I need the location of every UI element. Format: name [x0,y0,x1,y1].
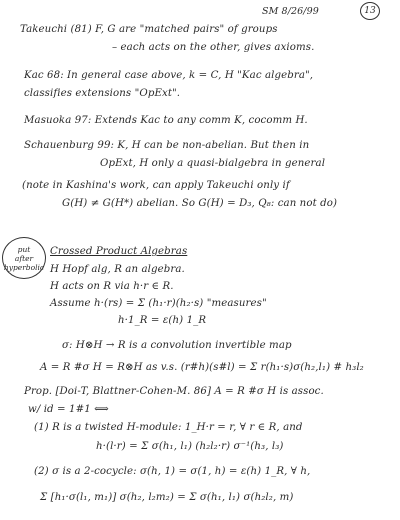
note-line-hopf: H Hopf alg, R an algebra. [50,264,185,275]
note-line-cocycle-formula: Σ [h₁·σ(l₁, m₁)] σ(h₂, l₂m₂) = Σ σ(h₁, l₁) σ(h₂l₂, m) [40,492,294,503]
note-line-twisted-formula: h·(l·r) = Σ σ(h₁, l₁) (h₂l₂·r) σ⁻¹(h₃, l₃) [96,441,284,452]
note-line-kashina: (note in Kashina's work, can apply Takeuchi only if [22,180,290,191]
note-line-assume: Assume h·(rs) = Σ (h₁·r)(h₂·s) "measures" [50,298,267,309]
note-line-twisted-module: (1) R is a twisted H-module: 1_H·r = r, ∀ r ∈ R, and [34,422,303,433]
margin-note-bubble [2,237,46,279]
note-line-kac: Kac 68: In general case above, k = C, H "Kac algebra", [24,70,314,81]
note-line-takeuchi-cont: – each acts on the other, gives axioms. [112,42,315,53]
note-line-takeuchi: Takeuchi (81) F, G are "matched pairs" of groups [20,24,278,35]
note-line-sigma-map: σ: H⊗H → R is a convolution invertible map [62,340,292,351]
note-line-schauenburg-cont: OpExt, H only a quasi-bialgebra in general [100,158,326,169]
margin-note-line: after [14,253,34,263]
note-line-prop: Prop. [Doi-T, Blattner-Cohen-M. 86] A = R #σ H is assoc. [24,386,324,397]
note-line-masuoka: Masuoka 97: Extends Kac to any comm K, cocomm H. [24,115,308,126]
margin-note-line: put [17,244,31,254]
note-line-crossed-product: A = R #σ H = R⊗H as v.s. (r#h)(s#l) = Σ r(h₁·s)σ(h₂,l₁) # h₃l₂ [40,362,364,373]
note-line-unit: h·1_R = ε(h) 1_R [118,315,207,326]
note-line-kac-cont: classifies extensions "OpExt". [24,88,181,99]
note-line-cocycle: (2) σ is a 2-cocycle: σ(h, 1) = σ(1, h) = ε(h) 1_R, ∀ h, [34,466,311,477]
note-line-kashina-cont: G(H) ≠ G(H*) abelian. So G(H) = D₃, Q₈: can not do) [62,198,338,209]
note-line-identity: w/ id = 1#1 ⟺ [28,404,109,415]
note-line-schauenburg: Schauenburg 99: K, H can be non-abelian. But then in [24,140,310,151]
initials-date: SM 8/26/99 [262,6,319,17]
margin-note-line: hyperbolic [3,262,45,272]
note-line-acts: H acts on R via h·r ∈ R. [50,281,174,292]
section-heading: Crossed Product Algebras [50,246,188,257]
page-number: 13 [360,2,380,20]
